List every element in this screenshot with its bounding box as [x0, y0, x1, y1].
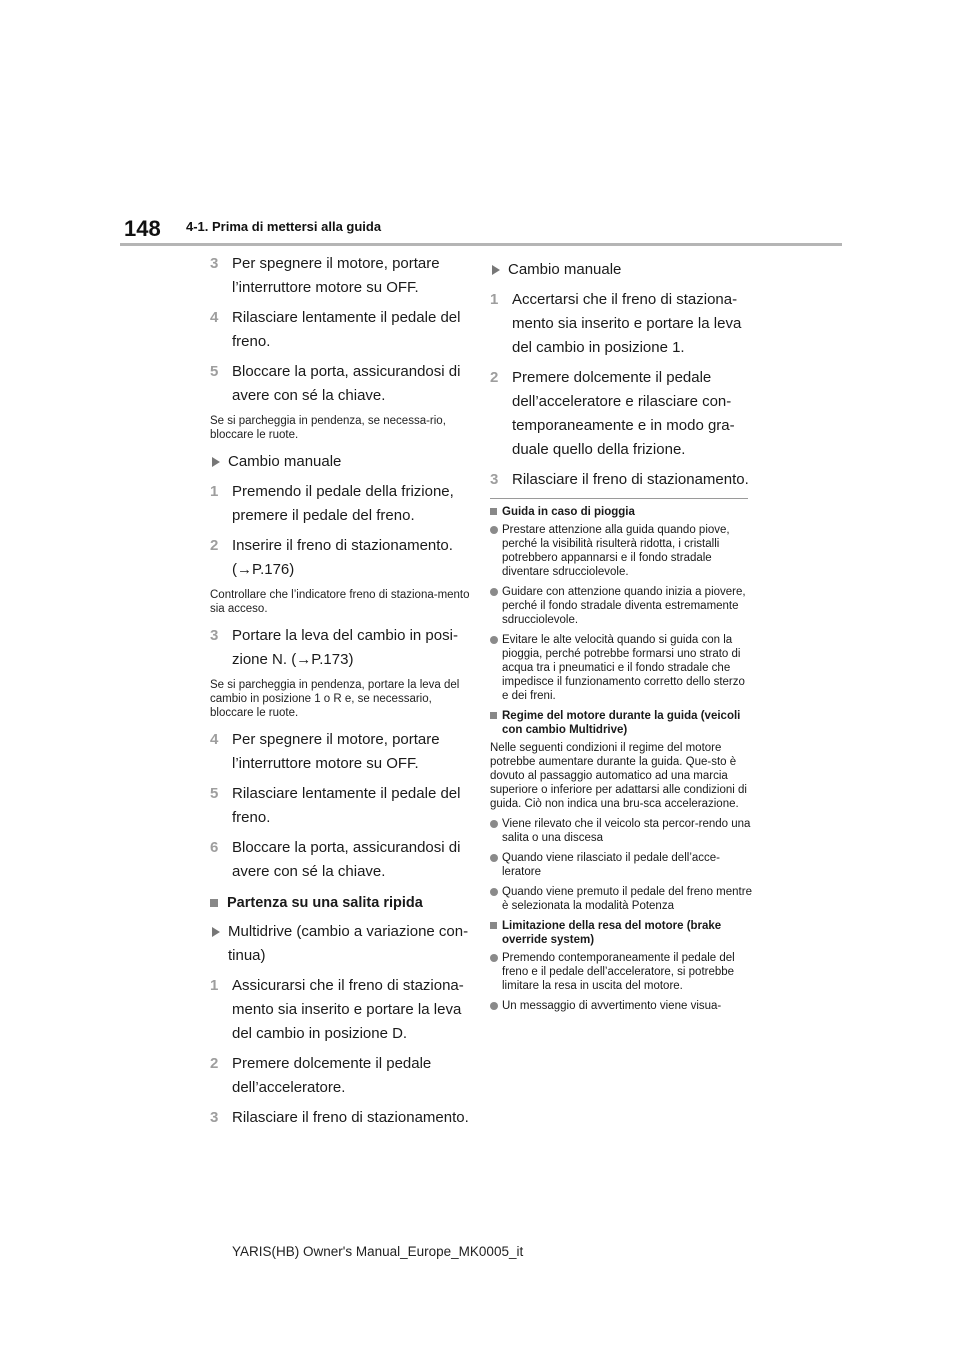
square-bullet-icon — [490, 712, 497, 719]
step-item — [210, 480, 470, 528]
step-number: 3 — [490, 471, 499, 488]
step-number: 1 — [210, 483, 219, 500]
step-text: Bloccare la porta, assicurandosi di avere con sé la chiave. — [232, 363, 461, 404]
bullet-text: Quando viene rilasciato il pedale dell’acce-leratore — [502, 852, 720, 878]
step-text: Portare la leva del cambio in posi-zione N. (→P.173) — [232, 627, 458, 668]
bullet-item — [490, 951, 752, 993]
bullet-item — [490, 817, 752, 845]
step-item — [490, 288, 752, 360]
step-text: Premere dolcemente il pedale dell’acceleratore e rilasciare con-temporaneamente e in modo gra-duale quello della frizione. — [512, 369, 735, 458]
note-text: Se si parcheggia in pendenza, portare la leva del cambio in posizione 1 o R e, se necessario, bloccare le ruote. — [210, 679, 460, 719]
section-divider — [490, 498, 748, 499]
note-text: Controllare che l’indicatore freno di staziona-mento sia acceso. — [210, 589, 470, 615]
bullet-text: Prestare attenzione alla guida quando piove, perché la visibilità risulterà ridotta, i cristalli potrebbero appannarsi e il fondo stradale diventare sdrucciolevole. — [502, 524, 730, 578]
circle-bullet-icon — [490, 888, 498, 896]
page-number: 148 — [124, 216, 161, 241]
step-item — [210, 728, 470, 776]
step-item — [210, 974, 470, 1046]
step-text: Accertarsi che il freno di staziona-mento sia inserito e portare la leva del cambio in posizione 1. — [512, 291, 742, 356]
bullet-text: Quando viene premuto il pedale del freno mentre è selezionata la modalità Potenza — [502, 886, 752, 912]
circle-bullet-icon — [490, 1002, 498, 1010]
step-number: 6 — [210, 839, 219, 856]
circle-bullet-icon — [490, 954, 498, 962]
circle-bullet-icon — [490, 526, 498, 534]
step-text: Rilasciare il freno di stazionamento. — [232, 1109, 469, 1126]
step-text: Premere dolcemente il pedale dell’acceleratore. — [232, 1055, 432, 1096]
step-number: 3 — [210, 627, 219, 644]
step-item — [210, 534, 470, 582]
heading-text: Regime del motore durante la guida (veicoli con cambio Multidrive) — [502, 710, 741, 736]
step-text: Assicurarsi che il freno di staziona-mento sia inserito e portare la leva del cambio in posizione D. — [232, 977, 464, 1042]
right-column — [490, 252, 752, 1019]
header-divider — [120, 243, 842, 246]
circle-bullet-icon — [490, 588, 498, 596]
info-heading — [490, 505, 752, 519]
circle-bullet-icon — [490, 820, 498, 828]
bullet-item — [490, 885, 752, 913]
note-text: Se si parcheggia in pendenza, se necessa-rio, bloccare le ruote. — [210, 415, 446, 441]
square-bullet-icon — [490, 922, 497, 929]
circle-bullet-icon — [490, 636, 498, 644]
step-number: 1 — [210, 977, 219, 994]
step-number: 5 — [210, 785, 219, 802]
step-text: Rilasciare lentamente il pedale del freno. — [232, 785, 461, 826]
bullet-text: Viene rilevato che il veicolo sta percor-rendo una salita o una discesa — [502, 818, 751, 844]
section-title: 4-1. Prima di mettersi alla guida — [186, 219, 382, 234]
step-item — [210, 836, 470, 884]
square-bullet-icon — [210, 899, 218, 907]
step-item — [210, 782, 470, 830]
step-item — [210, 1052, 470, 1100]
bullet-item — [490, 999, 752, 1013]
heading-text: Partenza su una salita ripida — [227, 895, 423, 911]
bullet-text: Guidare con attenzione quando inizia a piovere, perché il fondo stradale diventa estremamente sdrucciolevole. — [502, 586, 746, 626]
heading-text: Guida in caso di pioggia — [502, 506, 635, 518]
step-item — [210, 306, 470, 354]
step-item — [210, 252, 470, 300]
step-text: Rilasciare lentamente il pedale del freno. — [232, 309, 461, 350]
heading-text: Limitazione della resa del motore (brake override system) — [502, 920, 722, 946]
step-text: Bloccare la porta, assicurandosi di avere con sé la chiave. — [232, 839, 461, 880]
page-header — [0, 0, 960, 260]
triangle-icon — [492, 265, 500, 275]
step-text: Per spegnere il motore, portare l’interruttore motore su OFF. — [232, 255, 440, 296]
step-item — [210, 624, 470, 672]
step-text: Rilasciare il freno di stazionamento. — [512, 471, 749, 488]
step-item — [490, 366, 752, 462]
step-number: 5 — [210, 363, 219, 380]
info-heading — [490, 919, 752, 947]
bullet-item — [490, 851, 752, 879]
step-number: 4 — [210, 731, 219, 748]
bullet-item — [490, 633, 752, 703]
bullet-text: Un messaggio di avvertimento viene visua- — [502, 1000, 722, 1012]
step-text: Inserire il freno di stazionamento. (→P.176) — [232, 537, 453, 578]
square-bullet-icon — [490, 508, 497, 515]
step-item — [210, 1106, 470, 1130]
info-heading — [490, 709, 752, 737]
bullet-item — [490, 585, 752, 627]
triangle-icon — [212, 457, 220, 467]
step-text: Premendo il pedale della frizione, premere il pedale del freno. — [232, 483, 454, 524]
label-text: Cambio manuale — [508, 261, 622, 278]
step-number: 2 — [210, 537, 219, 554]
bullet-text: Premendo contemporaneamente il pedale del freno e il pedale dell’acceleratore, si potrebbe limitare la resa in uscita del motore. — [502, 952, 735, 992]
step-item — [210, 360, 470, 408]
multidrive-label — [210, 920, 470, 968]
manual-transmission-label — [490, 258, 752, 282]
bullet-text: Evitare le alte velocità quando si guida con la pioggia, perché potrebbe formarsi uno strato di acqua tra i pneumatici e il fondo stradale che impedisce il funzionamento corretto dello sterzo e dei freni. — [502, 634, 745, 702]
step-number: 1 — [490, 291, 499, 308]
section-heading — [210, 892, 470, 914]
step-number: 4 — [210, 309, 219, 326]
page-footer: YARIS(HB) Owner's Manual_Europe_MK0005_it — [232, 1244, 524, 1259]
step-number: 3 — [210, 1109, 219, 1126]
step-text: Per spegnere il motore, portare l’interruttore motore su OFF. — [232, 731, 440, 772]
step-number: 2 — [490, 369, 499, 386]
manual-transmission-label — [210, 450, 470, 474]
step-item — [490, 468, 752, 492]
bullet-item — [490, 523, 752, 579]
left-column — [210, 252, 470, 1136]
label-text: Multidrive (cambio a variazione con-tinua) — [228, 923, 469, 964]
triangle-icon — [212, 927, 220, 937]
step-number: 2 — [210, 1055, 219, 1072]
circle-bullet-icon — [490, 854, 498, 862]
step-number: 3 — [210, 255, 219, 272]
label-text: Cambio manuale — [228, 453, 342, 470]
paragraph: Nelle seguenti condizioni il regime del motore potrebbe aumentare durante la guida. Que-sto è dovuto al passaggio automatico ad una marcia superiore o inferiore per adattarsi alle condizioni di guida. Ciò non indica una bru-sca accelerazione. — [490, 742, 747, 810]
